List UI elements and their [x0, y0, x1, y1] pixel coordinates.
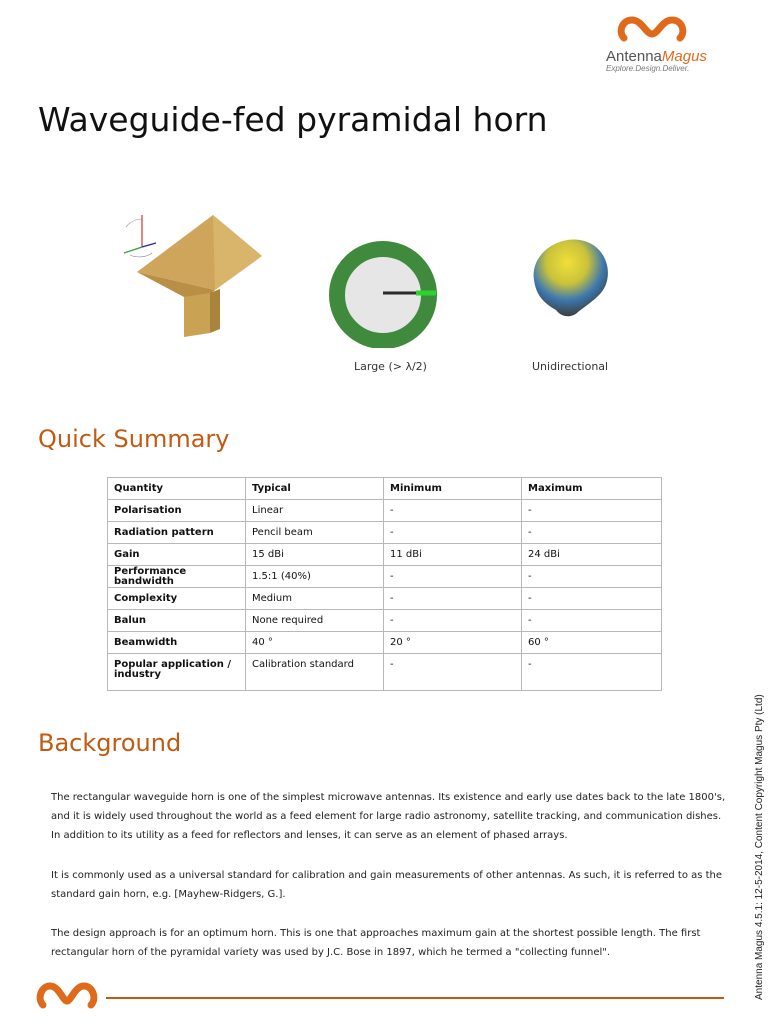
column-header: Typical — [246, 478, 384, 500]
typical-cell: Medium — [246, 588, 384, 610]
brand-name: AntennaMagus — [606, 48, 707, 65]
maximum-cell: - — [522, 522, 662, 544]
size-indicator — [318, 238, 444, 348]
table-row — [108, 610, 662, 632]
column-header: Maximum — [522, 478, 662, 500]
maximum-cell: 60 ° — [522, 632, 662, 654]
typical-cell: Pencil beam — [246, 522, 384, 544]
table-row — [108, 588, 662, 610]
maximum-cell: 24 dBi — [522, 544, 662, 566]
quantity-cell: Radiation pattern — [108, 522, 246, 544]
quantity-cell: Polarisation — [108, 500, 246, 522]
minimum-cell: - — [384, 610, 522, 632]
table-row — [108, 654, 662, 691]
background-paragraph: The design approach is for an optimum horn. This is one that approaches maximum gain at the shortest possible length. The first rectangular horn of the pyramidal variety was used by J.C. Bose in 1897, which he termed a "collecting funnel". — [51, 928, 701, 958]
copyright-note: Antenna Magus 4.5.1: 12-5-2014, Content Copyright Magus Pty (Ltd) — [754, 694, 765, 1000]
quantity-cell: Balun — [108, 610, 246, 632]
maximum-cell: - — [522, 500, 662, 522]
minimum-cell: - — [384, 654, 522, 691]
footer-divider — [106, 997, 724, 999]
table-row — [108, 544, 662, 566]
minimum-cell: 20 ° — [384, 632, 522, 654]
quantity-cell: Popular application / industry — [108, 654, 246, 691]
minimum-cell: - — [384, 588, 522, 610]
minimum-cell: - — [384, 522, 522, 544]
typical-cell: Calibration standard — [246, 654, 384, 691]
quantity-cell: Beamwidth — [108, 632, 246, 654]
radiation-pattern — [528, 234, 612, 320]
maximum-cell: - — [522, 654, 662, 691]
quick-summary-table — [107, 477, 662, 691]
quick-summary-heading: Quick Summary — [38, 425, 230, 453]
footer-logo — [36, 979, 98, 1015]
size-label: Large (> λ/2) — [354, 360, 427, 373]
brand-tagline: Explore.Design.Deliver. — [606, 64, 690, 73]
column-header: Quantity — [108, 478, 246, 500]
table-row — [108, 566, 662, 588]
axes-icon — [124, 215, 156, 257]
minimum-cell: 11 dBi — [384, 544, 522, 566]
infinity-logo-icon — [616, 14, 688, 48]
quantity-cell: Gain — [108, 544, 246, 566]
background-paragraph: It is commonly used as a universal standard for calibration and gain measurements of other antennas. As such, it is referred to as the standard gain horn, e.g. [Mayhew-Ridgers, G.]. — [51, 870, 723, 900]
table-row — [108, 522, 662, 544]
table-row — [108, 500, 662, 522]
infinity-logo-icon — [36, 979, 98, 1015]
quantity-cell: Performance bandwidth — [108, 566, 246, 588]
table-row — [108, 632, 662, 654]
minimum-cell: - — [384, 500, 522, 522]
typical-cell: 40 ° — [246, 632, 384, 654]
background-paragraph: The rectangular waveguide horn is one of the simplest microwave antennas. Its existence and early use dates back to the late 1800's, and it is widely used throughout the world as a feed element for large radio astronomy, satellite tracking, and communication dishes. In addition to its utility as a feed for reflectors and lenses, it can serve as an element of phased arrays. — [51, 792, 726, 841]
quantity-cell: Complexity — [108, 588, 246, 610]
minimum-cell: - — [384, 566, 522, 588]
typical-cell: 15 dBi — [246, 544, 384, 566]
column-header: Minimum — [384, 478, 522, 500]
maximum-cell: - — [522, 566, 662, 588]
typical-cell: 1.5:1 (40%) — [246, 566, 384, 588]
maximum-cell: - — [522, 610, 662, 632]
antenna-magus-logo — [598, 14, 728, 76]
horn-3d-model — [112, 205, 272, 345]
background-heading: Background — [38, 729, 182, 757]
table-header-row — [108, 478, 662, 500]
pattern-label: Unidirectional — [532, 360, 609, 373]
typical-cell: None required — [246, 610, 384, 632]
page-title: Waveguide-fed pyramidal horn — [38, 100, 548, 139]
maximum-cell: - — [522, 588, 662, 610]
typical-cell: Linear — [246, 500, 384, 522]
